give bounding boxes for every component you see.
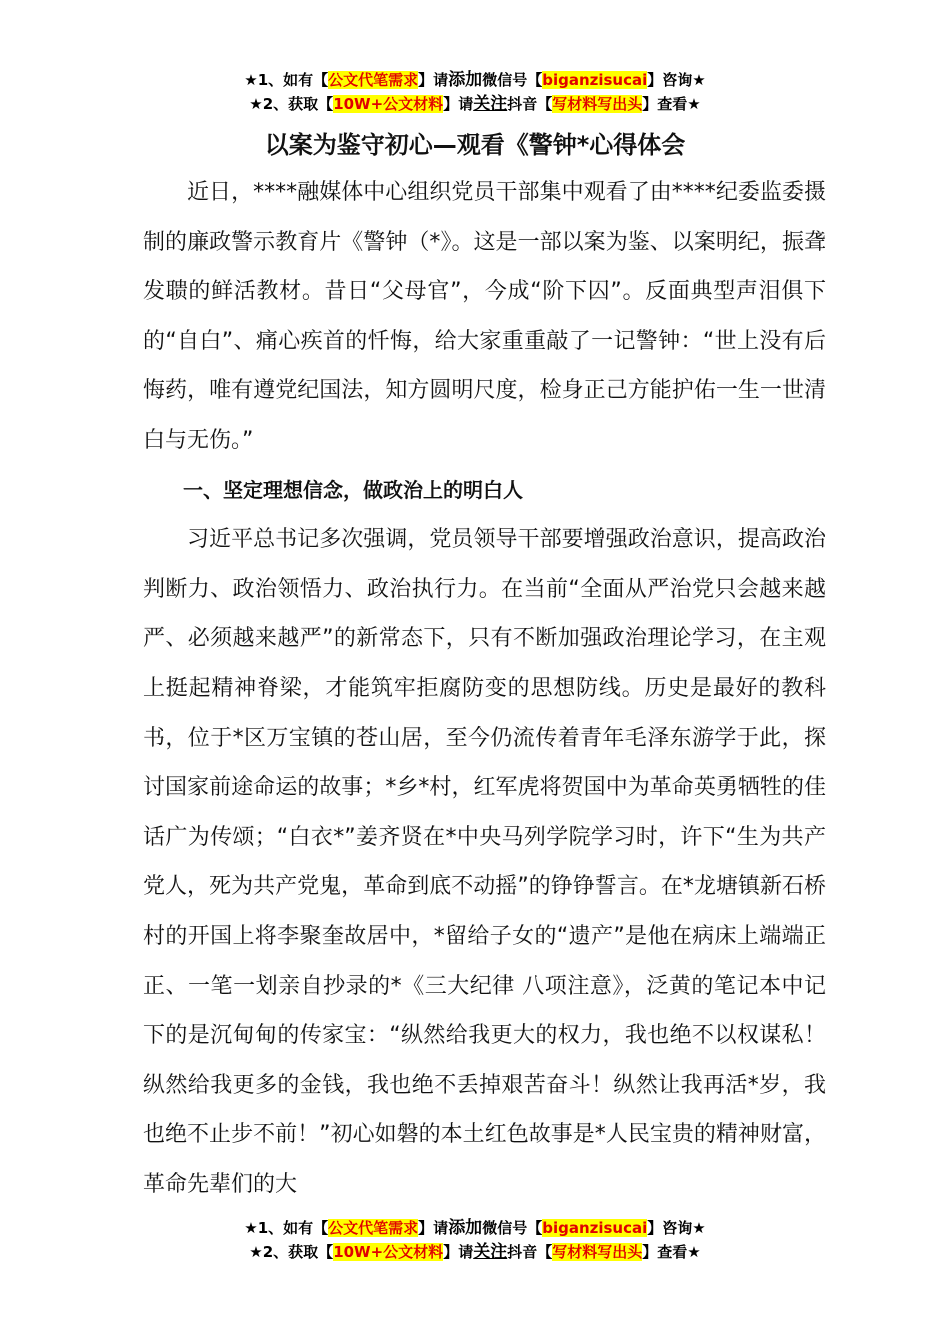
banner-highlight: 写材料写出头 [552, 1243, 643, 1261]
intro-paragraph: 近日，****融媒体中心组织党员干部集中观看了由****纪委监委摄制的廉政警示教育片《警钟（*》。这是一部以案为鉴、以案明纪，振聋发聩的鲜活教材。昔日“父母官”，今成“阶下囚”。反面典型声泪俱下的“自白”、痛心疾首的忏悔，给大家重重敲了一记警钟：“世上没有后悔药，唯有遵党纪国法，知方圆明尺度，检身正己方能护佑一生一世清白与无伤。” [143, 180, 826, 453]
banner-emphasis: 添加 [448, 70, 483, 90]
banner-highlight: 10W+公文材料 [333, 1243, 444, 1261]
banner-text: ★1、如有【 [244, 1219, 329, 1237]
banner-text: 】请 [418, 71, 449, 89]
banner-text: 】请 [418, 1219, 449, 1237]
banner-text: 抖音【 [507, 1243, 553, 1261]
banner-text: 】查看★ [642, 1243, 701, 1261]
banner-text: 微信号【 [482, 1219, 543, 1237]
banner-text: 】请 [443, 1243, 474, 1261]
section-heading: 一、坚定理想信念，做政治上的明白人 [183, 477, 523, 502]
banner-highlight: 写材料写出头 [552, 95, 643, 113]
banner-line-1 [0, 68, 950, 92]
banner-highlight: biganzisucai [542, 71, 648, 89]
banner-text: 】咨询★ [647, 1219, 706, 1237]
banner-highlight: 公文代笔需求 [328, 71, 419, 89]
banner-emphasis: 关注 [473, 94, 508, 114]
banner-text: ★2、获取【 [249, 95, 334, 113]
banner-text: 微信号【 [482, 71, 543, 89]
banner-highlight: biganzisucai [542, 1219, 648, 1237]
banner-text: 】查看★ [642, 95, 701, 113]
banner-text: 】咨询★ [647, 71, 706, 89]
banner-text: ★2、获取【 [249, 1243, 334, 1261]
document-title: 以案为鉴守初心—观看《警钟*心得体会 [264, 131, 686, 159]
banner-text: 抖音【 [507, 95, 553, 113]
banner-text: ★1、如有【 [244, 71, 329, 89]
banner-line-1 [0, 1216, 950, 1240]
document-body [143, 168, 826, 1209]
banner-line-2 [0, 1240, 950, 1264]
banner-emphasis: 添加 [448, 1218, 483, 1238]
banner-highlight: 10W+公文材料 [333, 95, 444, 113]
section-paragraph: 习近平总书记多次强调，党员领导干部要增强政治意识，提高政治判断力、政治领悟力、政治执行力。在当前“全面从严治党只会越来越严、必须越来越严”的新常态下，只有不断加强政治理论学习，在主观上挺起精神脊梁，才能筑牢拒腐防变的思想防线。历史是最好的教科书，位于*区万宝镇的苍山居，至今仍流传着青年毛泽东游学于此，探讨国家前途命运的故事；*乡*村，红军虎将贺国中为革命英勇牺牲的佳话广为传颂；“白衣*”姜齐贤在*中央马列学院学习时，许下“生为共产党人，死为共产党鬼，革命到底不动摇”的铮铮誓言。在*龙塘镇新石桥村的开国上将李聚奎故居中，*留给子女的“遗产”是他在病床上端端正正、一笔一划亲自抄录的*《三大纪律 八项注意》，泛黄的笔记本中记下的是沉甸甸的传家宝：“纵然给我更大的权力，我也绝不以权谋私！纵然给我更多的金钱，我也绝不丢掉艰苦奋斗！纵然让我再活*岁，我也绝不止步不前！”初心如磐的本土红色故事是*人民宝贵的精神财富，革命先辈们的大 [143, 527, 826, 1197]
header-banner [0, 68, 950, 116]
banner-highlight: 公文代笔需求 [328, 1219, 419, 1237]
footer-banner [0, 1216, 950, 1264]
banner-text: 】请 [443, 95, 474, 113]
banner-line-2 [0, 92, 950, 116]
banner-emphasis: 关注 [473, 1242, 508, 1262]
